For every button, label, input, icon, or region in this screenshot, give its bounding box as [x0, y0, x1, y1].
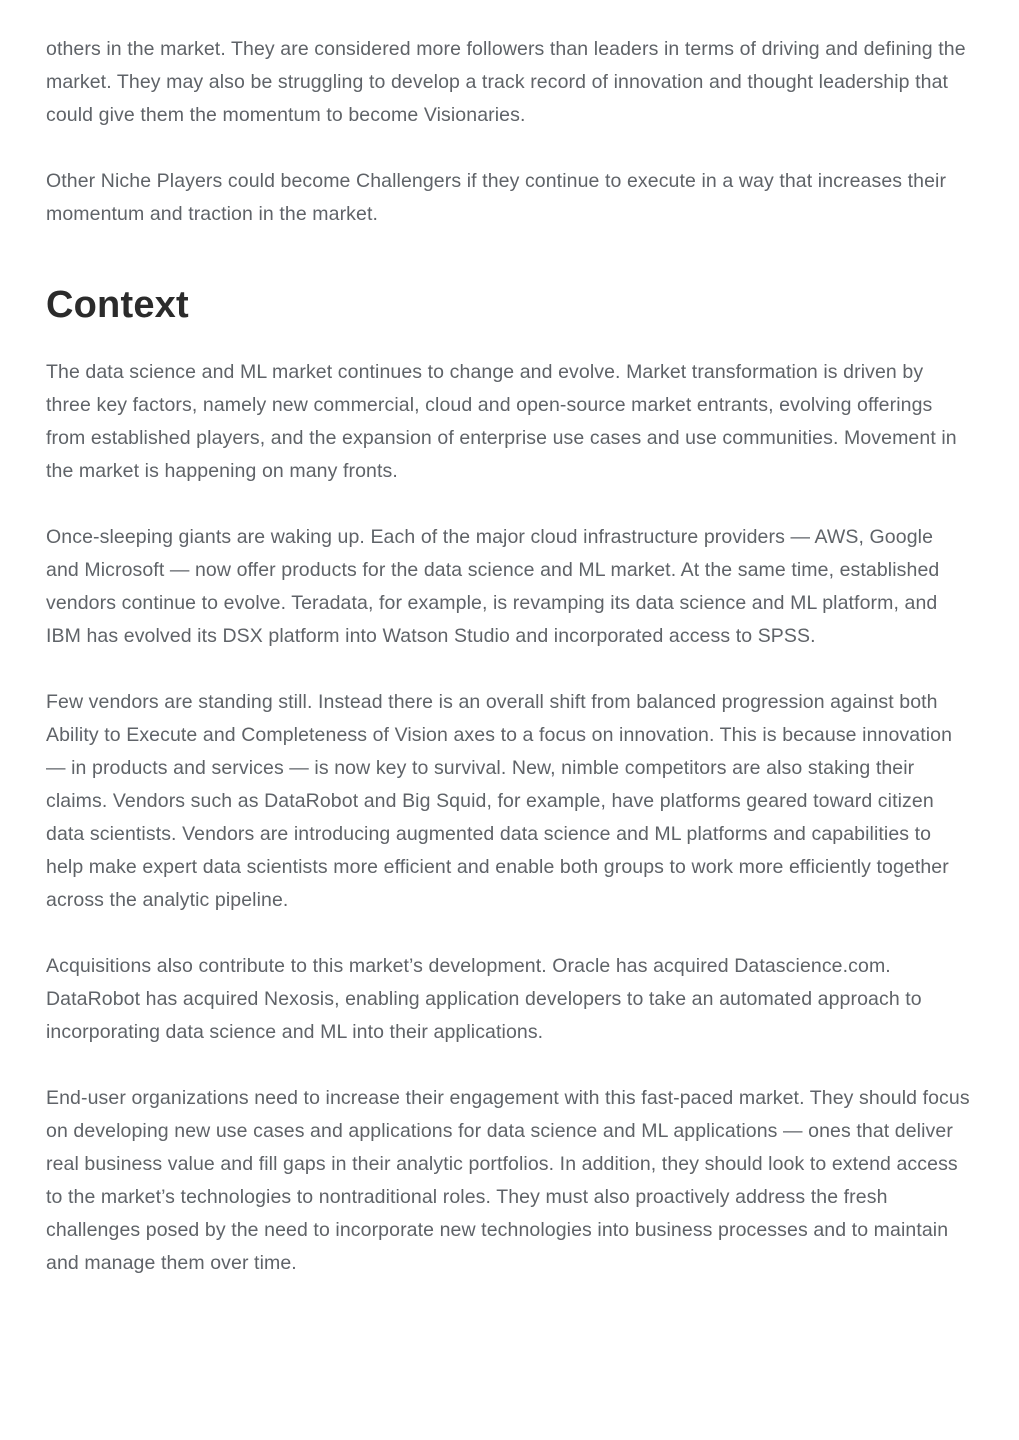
- paragraph-intro-1: others in the market. They are considered more followers than leaders in terms of driving and defining the market. They may also be struggling to develop a track record of innovation and thought leadership that could give them the momentum to become Visionaries.: [46, 38, 966, 126]
- paragraph-context-5: End-user organizations need to increase their engagement with this fast-paced market. They should focus on developing new use cases and applications for data science and ML applications — ones that deliver real business value and fill gaps in their analytic portfolios. In addition, they should look to extend access to the market’s technologies to nontraditional roles. They must also proactively address the fresh challenges posed by the need to incorporate new technologies into business processes and to maintain and manage them over time.: [46, 1087, 970, 1274]
- paragraph-context-3: Few vendors are standing still. Instead there is an overall shift from balanced progression against both Ability to Execute and Completeness of Vision axes to a focus on innovation. This is because innovation — in products and services — is now key to survival. New, nimble competitors are also staking their claims. Vendors such as DataRobot and Big Squid, for example, have platforms geared toward citizen data scientists. Vendors are introducing augmented data science and ML platforms and capabilities to help make expert data scientists more efficient and enable both groups to work more efficiently together across the analytic pipeline.: [46, 691, 953, 911]
- paragraph-context-2: Once-sleeping giants are waking up. Each of the major cloud infrastructure providers — AWS, Google and Microsoft — now offer products for the data science and ML market. At the same time, established vendors continue to evolve. Teradata, for example, is revamping its data science and ML platform, and IBM has evolved its DSX platform into Watson Studio and incorporated access to SPSS.: [46, 526, 940, 647]
- paragraph-context-1: The data science and ML market continues to change and evolve. Market transformation is driven by three key factors, namely new commercial, cloud and open-source market entrants, evolving offerings from established players, and the expansion of enterprise use cases and use communities. Movement in the market is happening on many fronts.: [46, 361, 957, 482]
- section-heading-context: Context: [46, 284, 189, 326]
- paragraph-context-4: Acquisitions also contribute to this market’s development. Oracle has acquired Datascience.com. DataRobot has acquired Nexosis, enabling application developers to take an automated approach to incorporating data science and ML into their applications.: [46, 955, 922, 1043]
- paragraph-intro-2: Other Niche Players could become Challengers if they continue to execute in a way that increases their momentum and traction in the market.: [46, 170, 947, 225]
